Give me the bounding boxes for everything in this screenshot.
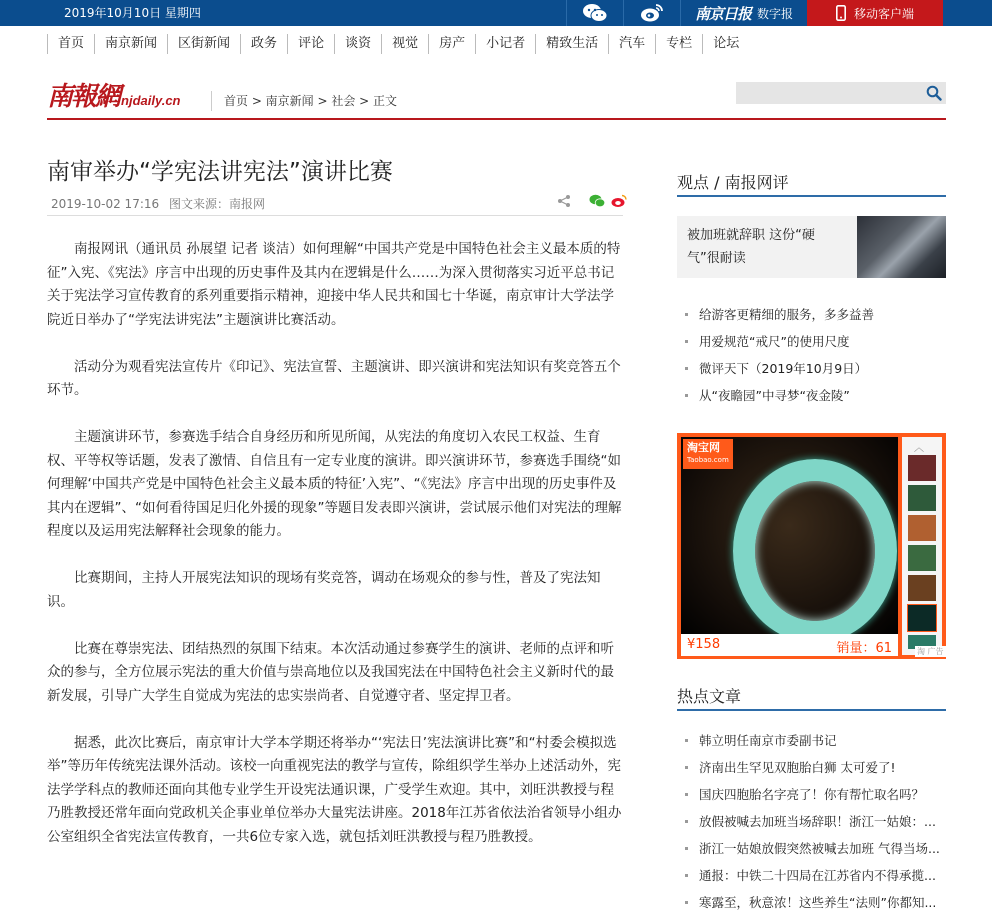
ad-thumbnail[interactable] <box>908 455 936 481</box>
mobile-client-button[interactable] <box>807 0 943 26</box>
digital-paper-label: 数字报 <box>757 6 794 21</box>
breadcrumb[interactable]: 首页 > 南京新闻 > 社会 > 正文 <box>211 91 397 111</box>
list-item[interactable]: 微评天下（2019年10月9日） <box>685 355 947 382</box>
list-item[interactable]: 浙江一姑娘放假突然被喊去加班 气得当场... <box>685 835 947 862</box>
search-icon[interactable] <box>926 85 942 101</box>
ad-thumbnail[interactable] <box>908 575 936 601</box>
digital-paper-link[interactable] <box>680 0 807 26</box>
main-nav <box>47 34 749 54</box>
ad-thumbnail[interactable] <box>908 515 936 541</box>
list-item[interactable]: 给游客更精细的服务，多多益善 <box>685 301 947 328</box>
article-source: 图文来源：南报网 <box>168 197 265 211</box>
article-meta <box>51 195 271 212</box>
nav-item-forum[interactable]: 论坛 <box>702 34 749 54</box>
nav-item-district-news[interactable]: 区街新闻 <box>167 34 240 54</box>
weibo-icon <box>640 3 664 23</box>
ad-product-image[interactable] <box>681 437 898 634</box>
nav-item-auto[interactable]: 汽车 <box>608 34 655 54</box>
wechat-link[interactable] <box>566 0 623 26</box>
article-title: 南审举办“学宪法讲宪法”演讲比赛 <box>47 159 393 185</box>
search-input[interactable] <box>736 82 928 104</box>
list-item[interactable]: 放假被喊去加班当场辞职！浙江一姑娘：... <box>685 808 947 835</box>
nav-item-home[interactable]: 首页 <box>47 34 94 54</box>
article-date: 2019-10-02 17:16 <box>51 197 160 211</box>
meta-divider <box>47 215 623 216</box>
nav-item-government[interactable]: 政务 <box>240 34 287 54</box>
nav-item-real-estate[interactable]: 房产 <box>428 34 475 54</box>
hot-list <box>685 727 947 916</box>
list-item[interactable]: 用爱规范“戒尺”的使用尺度 <box>685 328 947 355</box>
opinion-list <box>685 301 947 409</box>
article-paragraph: 比赛在尊崇宪法、团结热烈的氛围下结束。本次活动通过参赛学生的演讲、老师的点评和听众的参与，全方位展示宪法的重大价值与崇高地位以及我国宪法在中国特色社会主义新时代的最新发展，引导广大学生自觉成为宪法的忠实崇尚者、自觉遵守者、坚定捍卫者。 <box>47 640 614 704</box>
site-logo[interactable] <box>47 80 181 112</box>
article-paragraph: 活动分为观看宪法宣传片《印记》、宪法宣誓、主题演讲、即兴演讲和宪法知识有奖竞答五个环节。 <box>47 358 621 398</box>
top-bar <box>0 0 992 26</box>
ad-thumbnail[interactable] <box>908 485 936 511</box>
article-paragraph: 南报网讯（通讯员 孙展望 记者 谈洁）如何理解“中国共产党是中国特色社会主义最本质的特征”入宪、《宪法》序言中出现的历史事件及其内在逻辑是什么……为深入贯彻落实习近平总书记关于宪法学习宣传教育的系列重要指示精神，迎接中华人民共和国七十华诞，南京审计大学法学院近日举办了“学宪法讲宪法”主题演讲比赛活动。 <box>47 241 621 328</box>
share-bar <box>557 194 627 208</box>
ad-info-bar <box>681 634 898 656</box>
list-item[interactable]: 通报：中铁二十四局在江苏省内不得承揽... <box>685 862 947 889</box>
nanjing-daily-logo: 南京日报 <box>694 4 751 23</box>
nav-item-commentary[interactable]: 评论 <box>287 34 334 54</box>
opinion-section-title[interactable]: 观点 / 南报网评 <box>677 173 789 192</box>
search-box <box>736 82 946 104</box>
weibo-share-icon[interactable] <box>611 194 627 208</box>
featured-opinion-text: 被加班就辞职 这份“硬气”很耐读 <box>687 228 815 266</box>
list-item[interactable]: 韩立明任南京市委副书记 <box>685 727 947 754</box>
wechat-icon <box>582 3 608 23</box>
nav-item-column[interactable]: 专栏 <box>655 34 702 54</box>
chevron-up-icon[interactable]: ︿ <box>914 443 924 454</box>
ad-price: ¥158 <box>687 637 721 652</box>
opinion-section-divider <box>677 195 946 197</box>
header-divider <box>47 118 946 120</box>
ad-thumbnail[interactable] <box>908 545 936 571</box>
jade-bangle-image <box>733 459 897 634</box>
article-paragraph: 据悉，此次比赛后，南京审计大学本学期还将举办“‘宪法日’宪法演讲比赛”和“村委会模拟选举”等历年传统宪法课外活动。该校一向重视宪法的教学与宣传，除组织学生举办上述活动外，宪法学学科点的教师还面向其他专业学生开设宪法通识课，广受学生欢迎。其中，刘旺洪教授与程乃胜教授还常年面向党政机关企事业单位举办大量宪法讲座。2018年江苏省依法治省领导小组办公室组织全省宪法宣传教育，一共6位专家入选，就包括刘旺洪教授与程乃胜教授。 <box>47 734 622 845</box>
ad-sales: 销量：61 <box>836 641 892 656</box>
hot-section-divider <box>677 709 946 711</box>
article-paragraph: 主题演讲环节，参赛选手结合自身经历和所见所闻，从宪法的角度切入农民工权益、生育权、平等权等话题，发表了激情、自信且有一定专业度的演讲。即兴演讲环节，参赛选手围绕“如何理解‘中国共产党是中国特色社会主义最本质的特征’入宪”、“《宪法》序言中出现的历史事件及其内在逻辑”、“如何看待国足归化外援的现象”等题目发表即兴演讲，尝试展示他们对宪法的理解程度以及运用宪法解释社会现象的能力。 <box>47 429 622 539</box>
article-paragraph: 比赛期间，主持人开展宪法知识的现场有奖竞答，调动在场观众的参与性，普及了宪法知识。 <box>47 570 601 610</box>
top-date: 2019年10月10日 星期四 <box>64 6 201 20</box>
taobao-ad[interactable] <box>677 433 946 659</box>
taobao-logo <box>683 439 733 469</box>
nav-item-visual[interactable]: 视觉 <box>381 34 428 54</box>
list-item[interactable]: 从“夜瞻园”中寻梦“夜金陵” <box>685 382 947 409</box>
ad-thumbnail-strip <box>902 437 942 655</box>
weibo-link[interactable] <box>623 0 680 26</box>
top-links <box>566 0 943 26</box>
mobile-client-label: 移动客户端 <box>853 6 914 21</box>
share-icon[interactable] <box>557 194 571 208</box>
list-item[interactable]: 寒露至，秋意浓！这些养生“法则”你都知... <box>685 889 947 916</box>
nav-item-young-reporter[interactable]: 小记者 <box>475 34 535 54</box>
phone-icon <box>836 5 846 21</box>
wechat-share-icon[interactable] <box>589 194 605 208</box>
featured-opinion[interactable] <box>677 216 946 278</box>
nav-item-lifestyle[interactable]: 精致生活 <box>535 34 608 54</box>
featured-opinion-image <box>857 216 946 278</box>
taobao-logo-sub: Taobao.com <box>687 456 729 464</box>
taobao-logo-text: 淘宝网 <box>687 441 720 454</box>
list-item[interactable]: 济南出生罕见双胞胎白狮 太可爱了! <box>685 754 947 781</box>
hot-section-title: 热点文章 <box>677 687 742 706</box>
ad-thumbnail[interactable] <box>908 605 936 631</box>
site-logo-cn: 南報網 <box>47 82 120 112</box>
nav-item-nanjing-news[interactable]: 南京新闻 <box>94 34 167 54</box>
list-item[interactable]: 国庆四胞胎名字亮了！你有帮忙取名吗？ <box>685 781 947 808</box>
site-logo-domain: njdaily.cn <box>121 93 181 108</box>
ad-label: 淘 广告 <box>917 647 944 656</box>
article-body <box>47 238 623 873</box>
nav-item-talk[interactable]: 谈资 <box>334 34 381 54</box>
